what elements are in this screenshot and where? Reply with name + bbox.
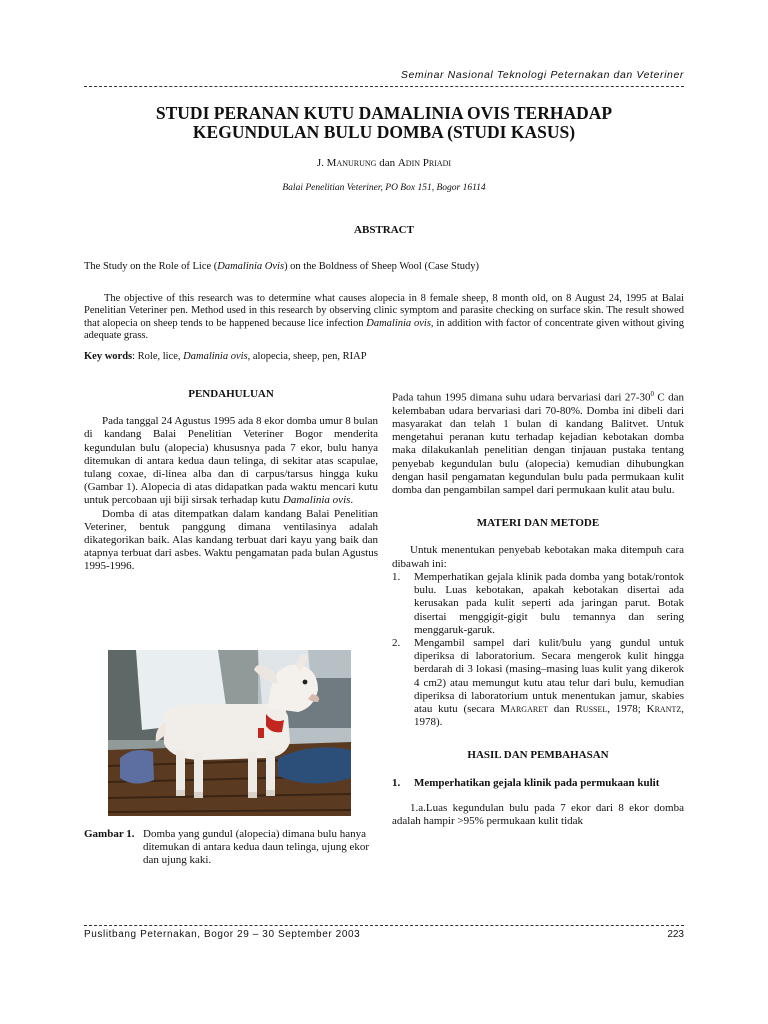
keywords-post: , alopecia, sheep, pen, RIAP [247,351,367,362]
pendahuluan-p1-species: Damalinia ovis [282,494,351,507]
title-line-2: KEGUNDULAN BULU DOMBA (STUDI KASUS) [192,122,576,142]
hasil-paragraph-1: 1.a.Luas kegundulan bulu pada 7 ekor dari 8 ekor domba adalah hampir >95% permukaan kulit tidak [392,801,684,827]
keywords-species: Damalinia ovis [183,351,248,362]
subsection-number: 1. [392,776,401,789]
page-number: 223 [667,929,684,940]
intro-p1-a: Pada tahun 1995 dimana suhu udara bervariasi dari 27-30 [392,391,651,404]
header-rule [84,86,684,87]
pendahuluan-p1-text: Pada tanggal 24 Agustus 1995 ada 8 ekor domba umur 8 bulan di kandang Balai Penelitian Veteriner Bogor menderita kegundulan bulu (alopecia) khususnya pada 7 ekor, bulu hanya ditemukan di antara kedua daun telinga, di sekitar atas scapulae, tulang coxae, di-linea alba dan di carpus/tarsus hingga kuku (Gambar 1). Alopecia di atas didapatkan pada waktu mencari kutu untuk percobaan uji biji sirsak terhadap kutu [84,415,378,507]
keywords-pre: : Role, lice, [132,351,184,362]
method-item-2-number: 2. [392,636,401,649]
intro-paragraph-continued [392,388,684,497]
reference-year-1: , 1978; [607,702,647,715]
right-column [392,388,684,828]
materi-intro: Untuk menentukan penyebab kebotakan maka ditempuh cara dibawah ini: [392,544,684,570]
method-item-1-number: 1. [392,570,401,583]
materi-metode-heading: MATERI DAN METODE [476,517,600,530]
pendahuluan-paragraph-1 [84,415,378,507]
abstract-body-pre: The objective of this research was to determine what causes alopecia in 8 female sheep, 8 month old, on 8 August 24, 1995 at Balai Penelitian Veteriner pen. Method used in this research by observing clinic symptom and parasite checking on surface skin. The result showed that alopecia on sheep tends to be happened because lice infection [84,293,684,329]
pendahuluan-p1-end: . [350,494,354,507]
method-item-1 [392,571,684,637]
reference-russel: Russel [575,702,608,715]
author-2: Adin Priadi [397,157,452,169]
author-list [84,157,684,169]
reference-krantz: Krantz [646,702,682,715]
author-separator: dan [376,157,398,169]
method-item-2 [392,637,684,729]
abstract-body-species: Damalinia ovis [366,317,431,329]
hasil-pembahasan-heading: HASIL DAN PEMBAHASAN [467,749,609,762]
degree-superscript: 0 [650,390,655,398]
abstract-body [84,293,684,343]
figure-caption [84,828,378,868]
subsection-heading [392,777,684,790]
footer-text: Puslitbang Peternakan, Bogor 29 – 30 September 2003 [84,929,361,940]
left-column [84,388,378,574]
subsection-title: Memperhatikan gejala klinik pada permukaan kulit [414,776,660,789]
title-line-1: STUDI PERANAN KUTU DAMALINIA OVIS TERHADAP [155,103,613,123]
method-item-2-text [414,637,684,729]
abstract-body-post: , in addition with factor of concentrate given without giving adequate grass. [84,317,684,342]
reference-year-2: , 1978). [414,702,685,729]
english-title-post: ) on the Boldness of Sheep Wool (Case Study) [284,261,480,272]
running-header: Seminar Nasional Teknologi Peternakan dan Veteriner [400,69,684,81]
paper-title [84,104,684,142]
method-item-1-text: Memperhatikan gejala klinik pada domba yang botak/rontok bulu. Luas kebotakan, apakah kebotakan disertai ada kerusakan pada kulit seperti ada jaringan parut. Botak disertai menggigit-gigit bulu temannya dan sering menggaruk-garuk. [414,570,684,636]
english-title [84,261,684,272]
abstract-heading: ABSTRACT [354,224,414,236]
keywords [84,351,684,362]
method-item-2-body: Mengambil sampel dari kulit/bulu yang gundul untuk diperiksa di laboratorium. Secara mengerok kulit hingga berdarah di 3 lokasi (masing–masing luas kulit yang dikerok 4 cm2) atau memungut kutu atau telur dari bulu, kemudian diperiksa di laboratorium untuk menentukan jamur, skabies atau kutu (secara [414,636,684,715]
intro-p1-b: C dan kelembaban udara bervariasi dari 70-80%. Domba ini dibeli dari masyarakat dan telah 1 bulan di kandang Balitvet. Untuk mengetahui peranan kutu terhadap kejadian kebotakan domba maka dilakukanlah penelitian dengan tinjauan pustaka tentang penyebab kegundulan bulu (alopecia) kemudian dihubungkan dengan hasil pengamatan kegundulan bulu pada permukaan kulit domba dan pengambilan sampel dari permukaan kulit atau bulu. [392,391,684,497]
pendahuluan-heading: PENDAHULUAN [188,388,274,400]
figure-label: Gambar 1. [84,828,135,840]
affiliation: Balai Penelitian Veteriner, PO Box 151, Bogor 16114 [282,183,486,193]
footer-rule [84,925,684,926]
english-title-pre: The Study on the Role of Lice ( [84,261,218,272]
pendahuluan-paragraph-2: Domba di atas ditempatkan dalam kandang Balai Penelitian Veteriner, bentuk panggung dimana ventilasinya adalah dikategorikan baik. Alas kandang terbuat dari kayu yang baik dan atapnya terbuat dari asbes. Waktu pengamatan pada bulan Agustus 1995-1996. [84,507,378,573]
reference-margaret: Margaret [500,702,548,715]
sheep-photo [108,650,351,816]
keywords-label: Key words [84,351,133,362]
author-1: J. Manurung [316,157,377,169]
english-title-species: Damalinia Ovis [217,261,285,272]
figure-caption-text: Domba yang gundul (alopecia) dimana bulu hanya ditemukan di antara kedua daun telinga, ujung ekor dan ujung kaki. [143,828,370,867]
reference-and: dan [547,702,576,715]
